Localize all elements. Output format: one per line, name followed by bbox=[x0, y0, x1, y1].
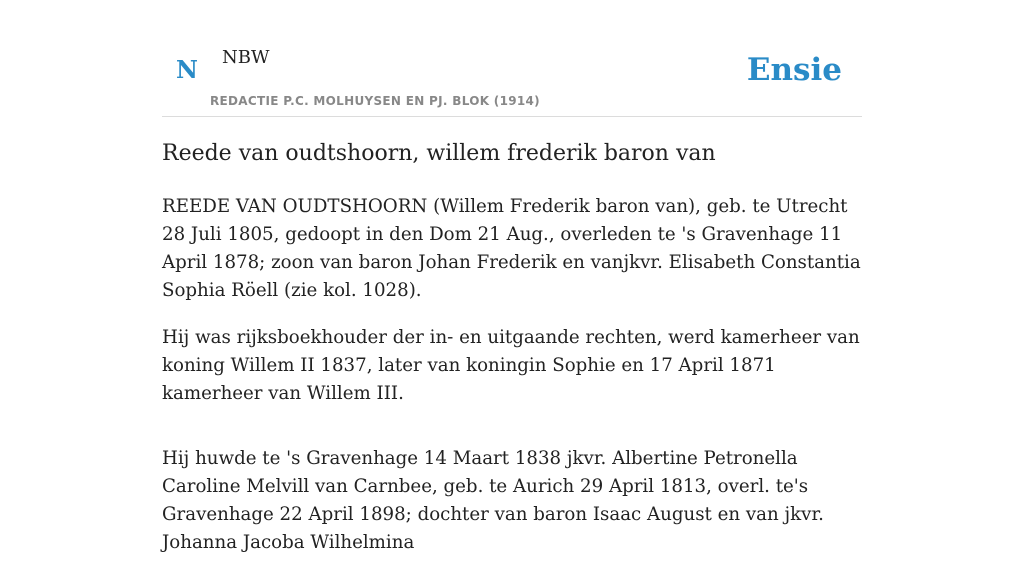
source-subtitle: REDACTIE P.C. MOLHUYSEN EN PJ. BLOK (1914) bbox=[210, 94, 540, 108]
brand-logo[interactable]: Ensie bbox=[746, 52, 842, 88]
source-logo[interactable]: N bbox=[176, 55, 198, 84]
article-paragraph: Hij was rijksboekhouder der in- en uitgaande rechten, werd kamerheer van koning Willem II 1837, later van koningin Sophie en 17 April 1871 kamerheer van Willem III. bbox=[162, 327, 860, 404]
article bbox=[162, 138, 862, 576]
article-paragraph: Hij huwde te 's Gravenhage 14 Maart 1838 jkvr. Albertine Petronella Caroline Melvill van Carnbee, geb. te Aurich 29 April 1813, overl. te's Gravenhage 22 April 1898; dochter van baron Isaac August en van jkvr. Johanna Jacoba Wilhelmina bbox=[162, 448, 824, 553]
article-title: Reede van oudtshoorn, willem frederik baron van bbox=[162, 141, 716, 166]
site-header bbox=[162, 0, 862, 117]
article-paragraph: REEDE VAN OUDTSHOORN (Willem Frederik baron van), geb. te Utrecht 28 Juli 1805, gedoopt in den Dom 21 Aug., overleden te 's Gravenhage 11 April 1878; zoon van baron Johan Frederik en vanjkvr. Elisabeth Constantia Sophia Röell (zie kol. 1028). bbox=[162, 196, 861, 301]
source-title: NBW bbox=[222, 47, 270, 68]
